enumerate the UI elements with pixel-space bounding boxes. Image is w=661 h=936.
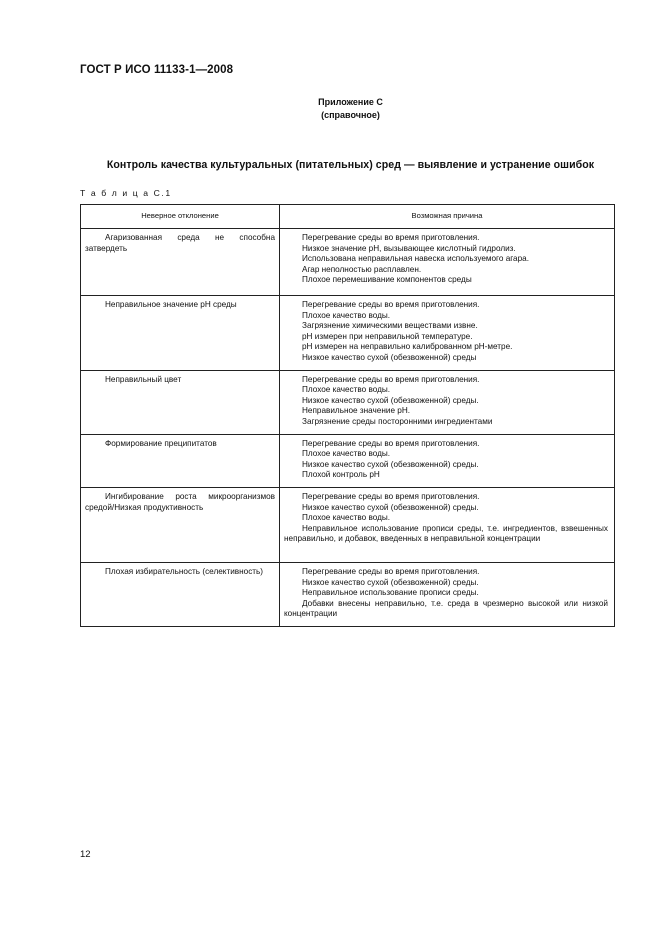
deviation-cell: [81, 562, 280, 626]
deviation-text: Плохая избирательность (селективность): [105, 566, 264, 576]
table-header-row: [81, 205, 615, 229]
cause-line: рН измерен при неправильной температуре.: [302, 331, 473, 341]
annex-heading: [0, 96, 661, 122]
causes-cell: [280, 296, 615, 371]
cause-line: Плохое перемешивание компонентов среды: [302, 275, 472, 285]
cause-line: Загрязнение среды посторонними ингредиентами: [302, 416, 493, 426]
cause-line: Агар неполностью расплавлен.: [302, 264, 422, 274]
column-header-cause: Возможная причина: [280, 205, 615, 229]
causes-cell: [280, 562, 615, 626]
cause-line: Низкое качество сухой (обезвоженной) среды.: [302, 502, 479, 512]
cause-line: Плохой контроль рН: [302, 470, 380, 480]
cause-line: Перегревание среды во время приготовления.: [302, 300, 480, 309]
cause-line: Перегревание среды во время приготовления.: [302, 491, 480, 501]
causes-cell: [280, 487, 615, 562]
troubleshooting-table: [80, 204, 615, 627]
deviation-text: Ингибирование роста микроорганизмов средой/Низкая продуктивность: [85, 491, 275, 512]
cause-line: Низкое качество сухой (обезвоженной) среды.: [302, 577, 479, 587]
cause-line: Загрязнение химическими веществами извне.: [302, 321, 478, 331]
cause-line: Плохое качество воды.: [302, 449, 391, 459]
cause-line: Низкое качество сухой (обезвоженной) среды.: [302, 459, 479, 469]
deviation-text: Формирование преципитатов: [105, 438, 217, 448]
page-number: 12: [80, 849, 91, 860]
cause-line: Неправильное использование прописи среды, т.е. ингредиентов, взвешенных неправильно, и добавок, введенных в неправильной концентрации: [284, 523, 608, 544]
page-title: [0, 159, 661, 171]
cause-line: Перегревание среды во время приготовления.: [302, 374, 480, 384]
causes-cell: [280, 434, 615, 487]
cause-line: Плохое качество воды.: [302, 310, 391, 320]
deviation-cell: [81, 370, 280, 434]
table-row: [81, 229, 615, 296]
table-row: [81, 296, 615, 371]
deviation-text: Неправильный цвет: [105, 374, 182, 384]
causes-cell: [280, 229, 615, 296]
table-row: [81, 487, 615, 562]
cause-line: Перегревание среды во время приготовления.: [302, 233, 480, 242]
table-row: [81, 562, 615, 626]
deviation-cell: [81, 296, 280, 371]
deviation-text: Агаризованная среда не способна затвердеть: [85, 233, 275, 253]
cause-line: Низкое качество сухой (обезвоженной) среды: [302, 352, 477, 362]
table-row: [81, 434, 615, 487]
cause-line: Добавки внесены неправильно, т.е. среда в чрезмерно высокой или низкой концентрации: [284, 598, 608, 619]
page-title-text: Контроль качества культуральных (питательных) сред — выявление и устранение ошибок: [106, 159, 595, 171]
deviation-cell: [81, 229, 280, 296]
annex-title: Приложение С: [318, 97, 383, 107]
cause-line: Плохое качество воды.: [302, 513, 391, 523]
cause-line: Использована неправильная навеска используемого агара.: [302, 254, 529, 264]
causes-cell: [280, 370, 615, 434]
cause-line: Низкое качество сухой (обезвоженной) среды.: [302, 395, 479, 405]
annex-subtitle: (справочное): [321, 110, 380, 120]
cause-line: Перегревание среды во время приготовления.: [302, 566, 480, 576]
cause-line: Перегревание среды во время приготовления.: [302, 438, 480, 448]
document-header-code: ГОСТ Р ИСО 11133-1—2008: [80, 64, 234, 76]
table-label: Т а б л и ц а С.1: [80, 188, 172, 198]
deviation-text: Неправильное значение рН среды: [105, 300, 237, 309]
deviation-cell: [81, 487, 280, 562]
cause-line: Низкое значение рН, вызывающее кислотный гидролиз.: [302, 243, 516, 253]
column-header-deviation: Неверное отклонение: [81, 205, 280, 229]
cause-line: Неправильное использование прописи среды.: [302, 588, 479, 598]
cause-line: Неправильное значение рН.: [302, 406, 411, 416]
deviation-cell: [81, 434, 280, 487]
table-row: [81, 370, 615, 434]
cause-line: Плохое качество воды.: [302, 385, 391, 395]
cause-line: рН измерен на неправильно калиброванном рН-метре.: [302, 342, 513, 352]
